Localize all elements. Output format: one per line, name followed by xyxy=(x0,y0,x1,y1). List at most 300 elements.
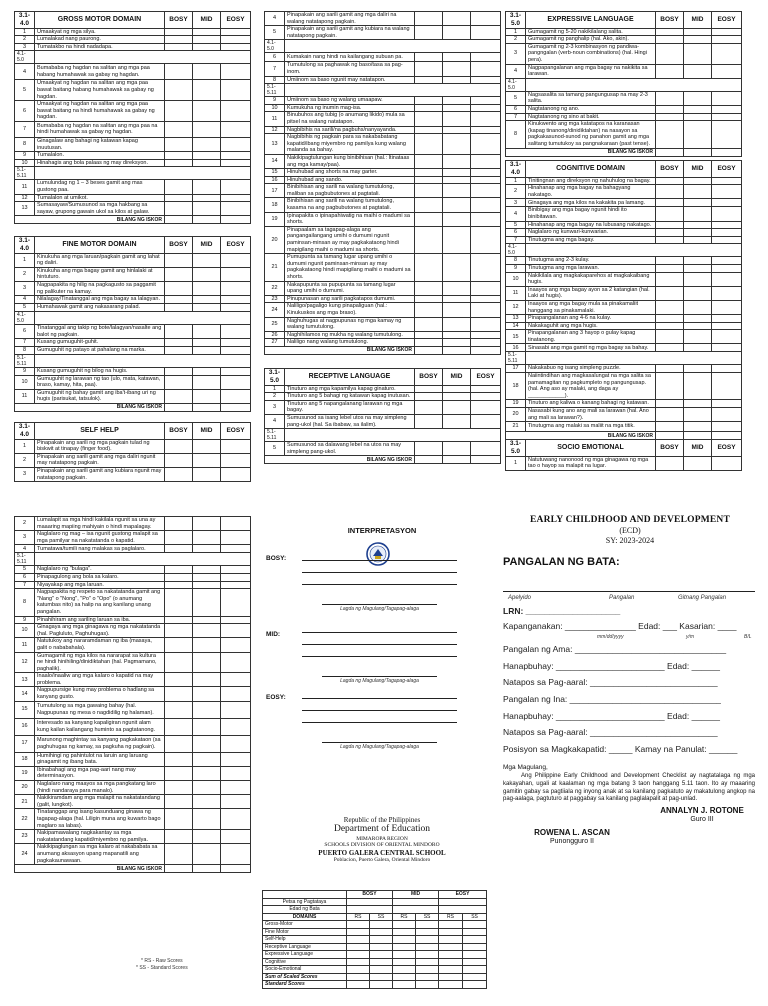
score-cell xyxy=(193,624,221,638)
score-cell xyxy=(193,616,221,624)
summary-period: MID xyxy=(393,891,439,899)
item-description: Pinapakain ang sarili gamit ang kubiara na walang natatapong pagkain. xyxy=(285,26,415,40)
summary-domain-row xyxy=(263,966,487,974)
score-cell xyxy=(193,43,221,51)
score-cell xyxy=(712,105,742,113)
summary-domain-name: Self-Help xyxy=(263,936,347,944)
summary-period: EOSY xyxy=(439,891,487,899)
item-row xyxy=(506,400,742,408)
score-cell xyxy=(165,701,193,718)
score-cell xyxy=(193,766,221,780)
score-cell xyxy=(712,43,742,64)
score-cell xyxy=(415,254,443,281)
score-cell xyxy=(656,300,684,314)
cover-body: Ang Philippine Early Childhood and Development Checklist ay nagtatalaga ng mga kakayahan, ugali at kaalaman ng mga batang 3 taon hanggang 5.11 taon. Ito ay maaaring gamitin gabay sa pagtiiala ng inyong anak at sa kanilang pagkatuto ay makatulong angkop na pag-aalaga, pagtuturo at paggabay sa kanilang paglalapalit at pag-unlad. xyxy=(503,773,755,803)
summary-cell xyxy=(347,928,370,936)
period-col-mid: MID xyxy=(684,161,712,178)
score-cell xyxy=(656,408,684,422)
item-description: Tinuturo ang 5 napangalanang larawan ng mga bagay. xyxy=(285,400,415,414)
score-cell xyxy=(443,76,471,84)
score-cell xyxy=(165,439,193,453)
score-cell xyxy=(471,385,501,393)
summary-cell xyxy=(347,981,370,989)
domain-code: 3.1-4.0 xyxy=(15,237,35,254)
item-description: Nagsasalita sa tamang pangungusap na may 2-3 salita. xyxy=(526,91,656,105)
summary-cell xyxy=(463,936,487,944)
principal-name: ROWENA L. ASCAN xyxy=(534,828,610,837)
item-description: Tinuturo ang mga kapamilya kapag ginaturo. xyxy=(285,385,415,393)
score-cell xyxy=(656,229,684,237)
item-description: Tinuturo ang kaliwa o kanang bahagi ng katawan. xyxy=(526,400,656,408)
score-cell xyxy=(221,453,251,467)
eosy-label: EOSY: xyxy=(266,694,286,701)
cover-title-block xyxy=(505,515,755,546)
score-cell xyxy=(165,517,193,531)
summary-domain-row xyxy=(263,921,487,929)
score-cell xyxy=(165,304,193,312)
score-cell xyxy=(165,809,193,830)
score-cell xyxy=(193,517,221,531)
item-row xyxy=(15,152,251,160)
item-row xyxy=(506,105,742,113)
score-cell xyxy=(443,295,471,303)
summary-pre-cell xyxy=(439,898,487,906)
item-row xyxy=(265,134,501,155)
score-cell xyxy=(165,194,193,202)
item-row xyxy=(506,121,742,148)
address-text: Poblacion, Puerto Galera, Oriental Mindoro xyxy=(333,857,431,864)
domain-code: 3.1-5.0 xyxy=(506,440,526,457)
score-cell xyxy=(471,26,501,40)
score-cell xyxy=(193,296,221,304)
summary-domain-name: Expressive Language xyxy=(263,951,347,959)
score-cell xyxy=(221,194,251,202)
summary-cell xyxy=(393,973,416,981)
score-cell xyxy=(712,315,742,323)
score-cell xyxy=(443,134,471,155)
score-cell xyxy=(221,718,251,735)
score-cell xyxy=(221,517,251,531)
score-total-cell xyxy=(443,456,471,464)
summary-cell xyxy=(370,921,393,929)
score-cell xyxy=(221,159,251,167)
age-range-fill xyxy=(35,312,251,325)
mid-sig-line xyxy=(322,676,437,677)
score-total-cell xyxy=(165,865,193,873)
summary-domain-row xyxy=(263,943,487,951)
score-total-cell xyxy=(221,216,251,224)
score-cell xyxy=(193,137,221,151)
summary-cell xyxy=(370,936,393,944)
score-cell xyxy=(165,718,193,735)
item-row xyxy=(15,367,251,375)
score-cell xyxy=(656,221,684,229)
item-row xyxy=(15,701,251,718)
item-number: 13 xyxy=(15,202,35,216)
score-cell xyxy=(656,322,684,330)
item-number: 4 xyxy=(15,296,35,304)
item-description: Inaayos ang mga bagay mula sa pinakamaliit hanggang sa pinakamalaki. xyxy=(526,300,656,314)
score-cell xyxy=(221,795,251,809)
item-description: Tinatanggap ang isang kasunduang ginawa ng tagapag-alaga (hal. Liligin muna ang kuwarto bago maglaro sa labas). xyxy=(35,809,165,830)
period-col-bosy: BOSY xyxy=(656,440,684,457)
summary-cell xyxy=(370,981,393,989)
score-total-cell xyxy=(471,456,501,464)
summary-cell xyxy=(347,921,370,929)
score-cell xyxy=(471,169,501,177)
score-cell xyxy=(471,154,501,168)
score-cell xyxy=(684,199,712,207)
score-cell xyxy=(165,616,193,624)
item-row xyxy=(15,281,251,295)
item-row xyxy=(506,43,742,64)
item-number: 4 xyxy=(265,12,285,26)
self-help-cont-table xyxy=(264,11,501,355)
score-cell xyxy=(193,573,221,581)
item-number: 12 xyxy=(15,652,35,673)
item-number: 13 xyxy=(265,134,285,155)
item-description: Pinapangalanan ang 3 hayop o gulay kapag tinatanong. xyxy=(526,330,656,344)
age-range-fill xyxy=(35,167,251,180)
score-cell xyxy=(221,809,251,830)
item-number: 22 xyxy=(15,809,35,830)
score-cell xyxy=(684,257,712,265)
score-cell xyxy=(471,226,501,253)
item-row xyxy=(506,28,742,36)
item-row xyxy=(15,752,251,766)
period-col-eosy: EOSY xyxy=(712,440,742,457)
item-number: 5 xyxy=(506,91,526,105)
item-number: 6 xyxy=(15,325,35,339)
item-row xyxy=(506,185,742,199)
eosy-sig-label: Lagda ng Magulang/Tagapag-alaga xyxy=(340,744,419,750)
item-row xyxy=(15,267,251,281)
item-description: Inaayos ang mga bagay ayon sa 2 katangian (hal. Laki at hugis). xyxy=(526,286,656,300)
score-cell xyxy=(684,365,712,373)
item-number: 14 xyxy=(506,322,526,330)
score-cell xyxy=(712,121,742,148)
score-cell xyxy=(193,267,221,281)
item-number: 20 xyxy=(15,781,35,795)
score-cell xyxy=(165,253,193,267)
receptive-language-table xyxy=(264,368,501,464)
item-description: Naglalaro ng "bulaga". xyxy=(35,566,165,574)
item-row xyxy=(15,325,251,339)
item-number: 4 xyxy=(265,414,285,428)
summary-pre-label: Edad ng Bata xyxy=(263,906,347,914)
score-cell xyxy=(684,105,712,113)
item-row xyxy=(506,330,742,344)
period-col-eosy: EOSY xyxy=(221,12,251,29)
score-cell xyxy=(193,781,221,795)
item-number: 5 xyxy=(265,442,285,456)
father-name-field: Pangalan ng Ama: ________________________________ xyxy=(503,644,727,654)
summary-cell xyxy=(393,966,416,974)
item-description: Pinapakain ang sarili gamit ang mga daliri ngunit may natatapong pagkain. xyxy=(35,453,165,467)
summary-domain-row xyxy=(263,928,487,936)
item-number: 6 xyxy=(15,101,35,122)
item-row xyxy=(15,735,251,752)
score-cell xyxy=(165,467,193,481)
middlename-label: Gitnang Pangalan xyxy=(678,595,727,601)
item-description: Naghuhugas at nagpupunas ng mga kamay ng walang tumutulong. xyxy=(285,317,415,331)
score-cell xyxy=(193,202,221,216)
score-cell xyxy=(471,184,501,198)
score-cell xyxy=(415,104,443,112)
item-number: 11 xyxy=(15,389,35,403)
item-number: 18 xyxy=(506,373,526,400)
item-row xyxy=(15,346,251,354)
score-cell xyxy=(193,673,221,687)
item-description: Hinahanap ang mga bagay na bahagyang nakatago. xyxy=(526,185,656,199)
score-cell xyxy=(165,531,193,545)
score-cell xyxy=(415,385,443,393)
age-range-row xyxy=(506,78,742,91)
score-total-cell xyxy=(221,403,251,411)
item-description: Nagpapakita ng hilig na pagkagusto sa paggamit ng palikuter na kamay. xyxy=(35,281,165,295)
score-cell xyxy=(684,272,712,286)
summary-pre-row xyxy=(263,906,487,914)
item-description: Ipinapakita o ipinapahiwatig na maihi o madumi sa shorts. xyxy=(285,212,415,226)
score-cell xyxy=(221,735,251,752)
score-cell xyxy=(415,400,443,414)
score-cell xyxy=(712,28,742,36)
score-total-cell xyxy=(165,216,193,224)
score-cell xyxy=(712,300,742,314)
score-cell xyxy=(221,467,251,481)
item-description: Tinutugma ang malaki sa maliit na mga titik. xyxy=(526,422,656,432)
domain-header-row xyxy=(15,12,251,29)
interpretation-title: INTERPRETASYON xyxy=(347,526,417,535)
score-cell xyxy=(656,315,684,323)
item-description: Hinahagis ang bola palaas ng may direksyon. xyxy=(35,159,165,167)
division-text: SCHOOLS DIVISION OF ORIENTAL MINDORO xyxy=(324,842,440,849)
score-cell xyxy=(165,581,193,589)
bosy-line-2 xyxy=(302,572,457,573)
ss-label: SS xyxy=(370,913,393,921)
period-col-bosy: BOSY xyxy=(165,12,193,29)
item-description: Tumutulong sa paghawak ng baso/tasa sa pag-inom. xyxy=(285,62,415,76)
item-number: 13 xyxy=(15,673,35,687)
period-col-eosy: EOSY xyxy=(221,423,251,440)
item-description: Nagpapangalanan ang mga bagay na nakikita sa larawan. xyxy=(526,64,656,78)
item-number: 12 xyxy=(506,300,526,314)
score-total-label: BILANG NG ISKOR xyxy=(15,403,165,411)
item-number: 4 xyxy=(15,64,35,80)
score-cell xyxy=(712,207,742,221)
score-cell xyxy=(165,296,193,304)
item-number: 3 xyxy=(265,400,285,414)
item-description: Interesado sa kanyang kapaligiran ngunit alam kung kailan kailangang huminto sa pagtatanong. xyxy=(35,718,165,735)
score-cell xyxy=(193,795,221,809)
score-cell xyxy=(684,322,712,330)
score-cell xyxy=(684,36,712,44)
ss-label: SS xyxy=(463,913,487,921)
score-cell xyxy=(471,317,501,331)
item-row xyxy=(265,414,501,428)
age-range-row xyxy=(265,40,501,53)
summary-cell xyxy=(439,973,463,981)
item-row xyxy=(15,180,251,194)
item-number: 24 xyxy=(15,844,35,865)
score-total-cell xyxy=(415,456,443,464)
summary-cell xyxy=(347,943,370,951)
item-description: Lumalapit sa mga hindi kakilala ngunit sa una ay maaaring mapiing mahiyain o hindi mapalagay. xyxy=(35,517,165,531)
item-row xyxy=(15,581,251,589)
score-cell xyxy=(684,315,712,323)
age-range-fill xyxy=(526,244,742,257)
item-number: 11 xyxy=(265,112,285,126)
score-cell xyxy=(656,373,684,400)
item-description: Gumagamit ng 2-3 kombinasyon ng pandiwa-pangngalan (verb-noun combinations) (hal. Hingi pera). xyxy=(526,43,656,64)
score-cell xyxy=(193,589,221,616)
item-row xyxy=(15,389,251,403)
score-cell xyxy=(221,766,251,780)
item-number: 11 xyxy=(15,638,35,652)
item-number: 21 xyxy=(265,254,285,281)
score-cell xyxy=(193,346,221,354)
score-cell xyxy=(165,638,193,652)
score-cell xyxy=(656,113,684,121)
item-row xyxy=(506,36,742,44)
surname-label: Apelyido xyxy=(508,595,532,601)
item-number: 18 xyxy=(15,752,35,766)
age-range-fill xyxy=(526,78,742,91)
score-cell xyxy=(165,202,193,216)
score-cell xyxy=(415,442,443,456)
item-description: Ginagaya ang mga ginagawa ng mga nakatatanda (hal. Pagluluto, Paghuhugas). xyxy=(35,624,165,638)
age-range-label: 5.1-5.11 xyxy=(506,352,526,365)
item-number: 9 xyxy=(265,97,285,105)
item-row xyxy=(15,652,251,673)
item-row xyxy=(506,408,742,422)
score-cell xyxy=(415,317,443,331)
item-description: Tumatawa/tumili nang malakas sa paglalaro. xyxy=(35,545,165,553)
item-row xyxy=(15,375,251,389)
score-cell xyxy=(165,43,193,51)
item-description: Sumusunod sa dalawang lebel na utos na may simpleng pang-ukol. xyxy=(285,442,415,456)
score-cell xyxy=(221,616,251,624)
item-row xyxy=(15,589,251,616)
item-number: 8 xyxy=(265,76,285,84)
item-row xyxy=(15,80,251,101)
score-cell xyxy=(471,126,501,134)
summary-cell xyxy=(439,981,463,989)
item-row xyxy=(506,373,742,400)
score-cell xyxy=(193,687,221,701)
summary-cell xyxy=(416,973,439,981)
item-description: Bumababa ng hagdan na salitan ang mga paa habang humahawak sa gabay ng hagdan. xyxy=(35,64,165,80)
score-cell xyxy=(684,64,712,78)
item-number: 2 xyxy=(506,36,526,44)
summary-total-row xyxy=(263,973,487,981)
item-number: 20 xyxy=(506,408,526,422)
mid-sig-label: Lagda ng Magulang/Tagapag-alaga xyxy=(340,678,419,684)
item-number: 24 xyxy=(265,303,285,317)
item-description: Pinapaalam sa tagapag-alaga ang pangangailangang umihi o dumumi ngunit paminsan-minsan ay may pagkakataong hindi mapigilang maihi o madumi sa shorts. xyxy=(285,226,415,253)
eosy-line-1 xyxy=(302,698,457,699)
summary-pre-cell xyxy=(439,906,487,914)
item-row xyxy=(15,830,251,844)
age-range-row xyxy=(15,51,251,64)
age-range-row xyxy=(15,553,251,566)
item-row xyxy=(265,12,501,26)
item-description: Nagtatanong ng sino at bakit. xyxy=(526,113,656,121)
score-total-label: BILANG NG ISKOR xyxy=(265,346,415,354)
summary-cell xyxy=(416,928,439,936)
summary-domain-name: Socio-Emotional xyxy=(263,966,347,974)
item-number: 3 xyxy=(506,43,526,64)
score-cell xyxy=(443,393,471,401)
score-cell xyxy=(415,53,443,62)
item-description: Hinuhubad ang sando. xyxy=(285,176,415,184)
item-number: 1 xyxy=(15,253,35,267)
score-cell xyxy=(221,253,251,267)
item-row xyxy=(15,624,251,638)
item-description: Humahawak gamit ang nakasarang palad. xyxy=(35,304,165,312)
item-description: Sumasayaw/Sumusunod sa mga hakbang sa sayaw, grupong gawain ukol sa kilos at galaw. xyxy=(35,202,165,216)
score-cell xyxy=(415,414,443,428)
item-description: Tinitingnan ang direksyon ng nahuhulog na bagay. xyxy=(526,177,656,185)
score-cell xyxy=(193,80,221,101)
score-cell xyxy=(471,62,501,76)
score-cell xyxy=(712,199,742,207)
item-row xyxy=(506,322,742,330)
birth-field: Kapanganakan: _______________ Edad: ___ Kasarian: ____ xyxy=(503,621,737,631)
score-cell xyxy=(165,830,193,844)
item-description: Ibinabahagi ang mga pag-aari nang may determinasyon. xyxy=(35,766,165,780)
score-cell xyxy=(684,229,712,237)
score-cell xyxy=(193,28,221,36)
item-number: 7 xyxy=(15,581,35,589)
score-cell xyxy=(165,673,193,687)
item-description: Pinapakain ang sarili ng mga pagkain tulad ng biskwit at tinapay (finger food). xyxy=(35,439,165,453)
item-row xyxy=(265,295,501,303)
age-range-label: 4.1-5.0 xyxy=(15,51,35,64)
score-cell xyxy=(193,453,221,467)
score-total-row xyxy=(506,148,742,156)
item-number: 21 xyxy=(506,422,526,432)
score-cell xyxy=(443,317,471,331)
item-number: 6 xyxy=(506,229,526,237)
period-col-eosy: EOSY xyxy=(221,237,251,254)
age-range-label: 5.1-5.11 xyxy=(15,553,35,566)
item-row xyxy=(506,272,742,286)
item-description: Naiintindihan ang magkasalungat na mga salita sa pamamagitan ng pagkumpleto ng pangungusap. (hal. Ang aso ay malaki, ang daga ay ____________). xyxy=(526,373,656,400)
item-row xyxy=(15,545,251,553)
score-cell xyxy=(712,422,742,432)
score-cell xyxy=(712,286,742,300)
item-number: 1 xyxy=(506,177,526,185)
bosy-sig-line xyxy=(322,604,437,605)
item-row xyxy=(15,121,251,137)
item-number: 10 xyxy=(265,104,285,112)
score-cell xyxy=(684,330,712,344)
item-description: Pumupunta sa tamang lugar upang umihi o dumumi ngunit paminsan-minsan ay may pagkakataong hindi mapigilang maihi o madumi sa shorts. xyxy=(285,254,415,281)
score-cell xyxy=(193,339,221,347)
item-description: Kinukuha ang mga bagay gamit ang hinlalaki at hintuturo. xyxy=(35,267,165,281)
item-row xyxy=(506,422,742,432)
birth-format: mm/dd/yyyy xyxy=(597,634,624,640)
score-cell xyxy=(165,36,193,44)
item-number: 17 xyxy=(265,184,285,198)
score-cell xyxy=(712,344,742,352)
score-cell xyxy=(471,414,501,428)
item-row xyxy=(506,300,742,314)
summary-cell xyxy=(439,951,463,959)
score-cell xyxy=(165,159,193,167)
score-cell xyxy=(165,735,193,752)
